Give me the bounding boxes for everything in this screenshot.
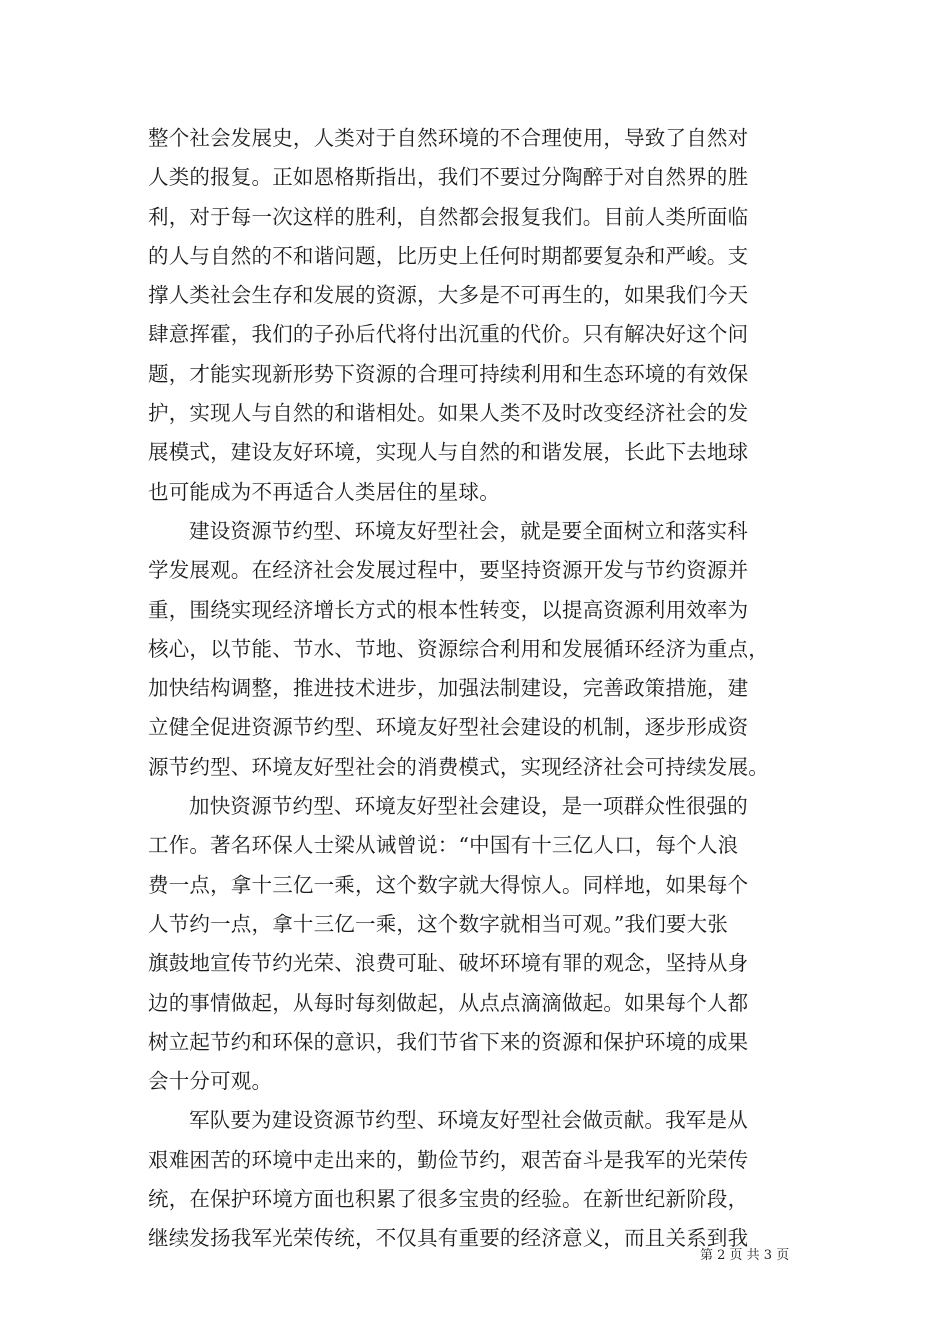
paragraph-start-line: 加快资源节约型、环境友好型社会建设，是一项群众性很强的: [189, 794, 748, 819]
text-line: 树立起节约和环保的意识，我们节省下来的资源和保护环境的成果: [148, 1029, 749, 1054]
text-line: 整个社会发展史，人类对于自然环境的不合理使用，导致了自然对: [148, 126, 749, 150]
text-line: 肆意挥霍，我们的子孙后代将付出沉重的代价。只有解决好这个问: [148, 322, 749, 347]
text-line: 统，在保护环境方面也积累了很多宝贵的经验。在新世纪新阶段，: [148, 1187, 749, 1212]
text-line: 也可能成为不再适合人类居住的星球。: [148, 479, 500, 504]
text-line: 利，对于每一次这样的胜利，自然都会报复我们。目前人类所面临: [148, 204, 749, 229]
text-line: 学发展观。在经济社会发展过程中，要坚持资源开发与节约资源并: [148, 558, 749, 583]
text-line: 展模式，建设友好环境，实现人与自然的和谐发展，长此下去地球: [148, 440, 749, 465]
text-line: 立健全促进资源节约型、环境友好型社会建设的机制，逐步形成资: [148, 715, 749, 740]
text-line: 撑人类社会生存和发展的资源，大多是不可再生的，如果我们今天: [148, 283, 749, 308]
text-line: 边的事情做起，从每时每刻做起，从点点滴滴做起。如果每个人都: [148, 990, 749, 1015]
text-line: 继续发扬我军光荣传统，不仅具有重要的经济意义，而且关系到我: [148, 1226, 749, 1251]
text-line: 重，围绕实现经济增长方式的根本性转变，以提高资源利用效率为: [148, 597, 749, 622]
text-line: 题，才能实现新形势下资源的合理可持续利用和生态环境的有效保: [148, 361, 749, 386]
text-line: 护，实现人与自然的和谐相处。如果人类不及时改变经济社会的发: [148, 401, 749, 426]
text-line: 人节约一点，拿十三亿一乘，这个数字就相当可观。”我们要大张: [148, 911, 729, 936]
text-line: 工作。著名环保人士梁从诫曾说：“中国有十三亿人口，每个人浪: [148, 833, 739, 858]
text-line: 费一点，拿十三亿一乘，这个数字就大得惊人。同样地，如果每个: [148, 872, 749, 897]
text-line: 会十分可观。: [148, 1069, 273, 1094]
text-line: 源节约型、环境友好型社会的消费模式，实现经济社会可持续发展。: [148, 754, 769, 779]
text-line: 核心，以节能、节水、节地、资源综合利用和发展循环经济为重点，: [148, 636, 769, 661]
text-line: 人类的报复。正如恩格斯指出，我们不要过分陶醉于对自然界的胜: [148, 165, 749, 190]
paragraph-start-line: 军队要为建设资源节约型、环境友好型社会做贡献。我军是从: [189, 1108, 748, 1133]
text-line: 艰难困苦的环境中走出来的，勤俭节约，艰苦奋斗是我军的光荣传: [148, 1147, 749, 1172]
body-text: [148, 119, 808, 1259]
text-line: 旗鼓地宣传节约光荣、浪费可耻、破坏环境有罪的观念，坚持从身: [148, 951, 749, 976]
text-line: 的人与自然的不和谐问题，比历史上任何时期都要复杂和严峻。支: [148, 243, 749, 268]
text-line: 加快结构调整，推进技术进步，加强法制建设，完善政策措施，建: [148, 676, 749, 701]
paragraph-start-line: 建设资源节约型、环境友好型社会，就是要全面树立和落实科: [189, 518, 748, 543]
page-number-footer: 第 2 页 共 3 页: [700, 1248, 790, 1263]
